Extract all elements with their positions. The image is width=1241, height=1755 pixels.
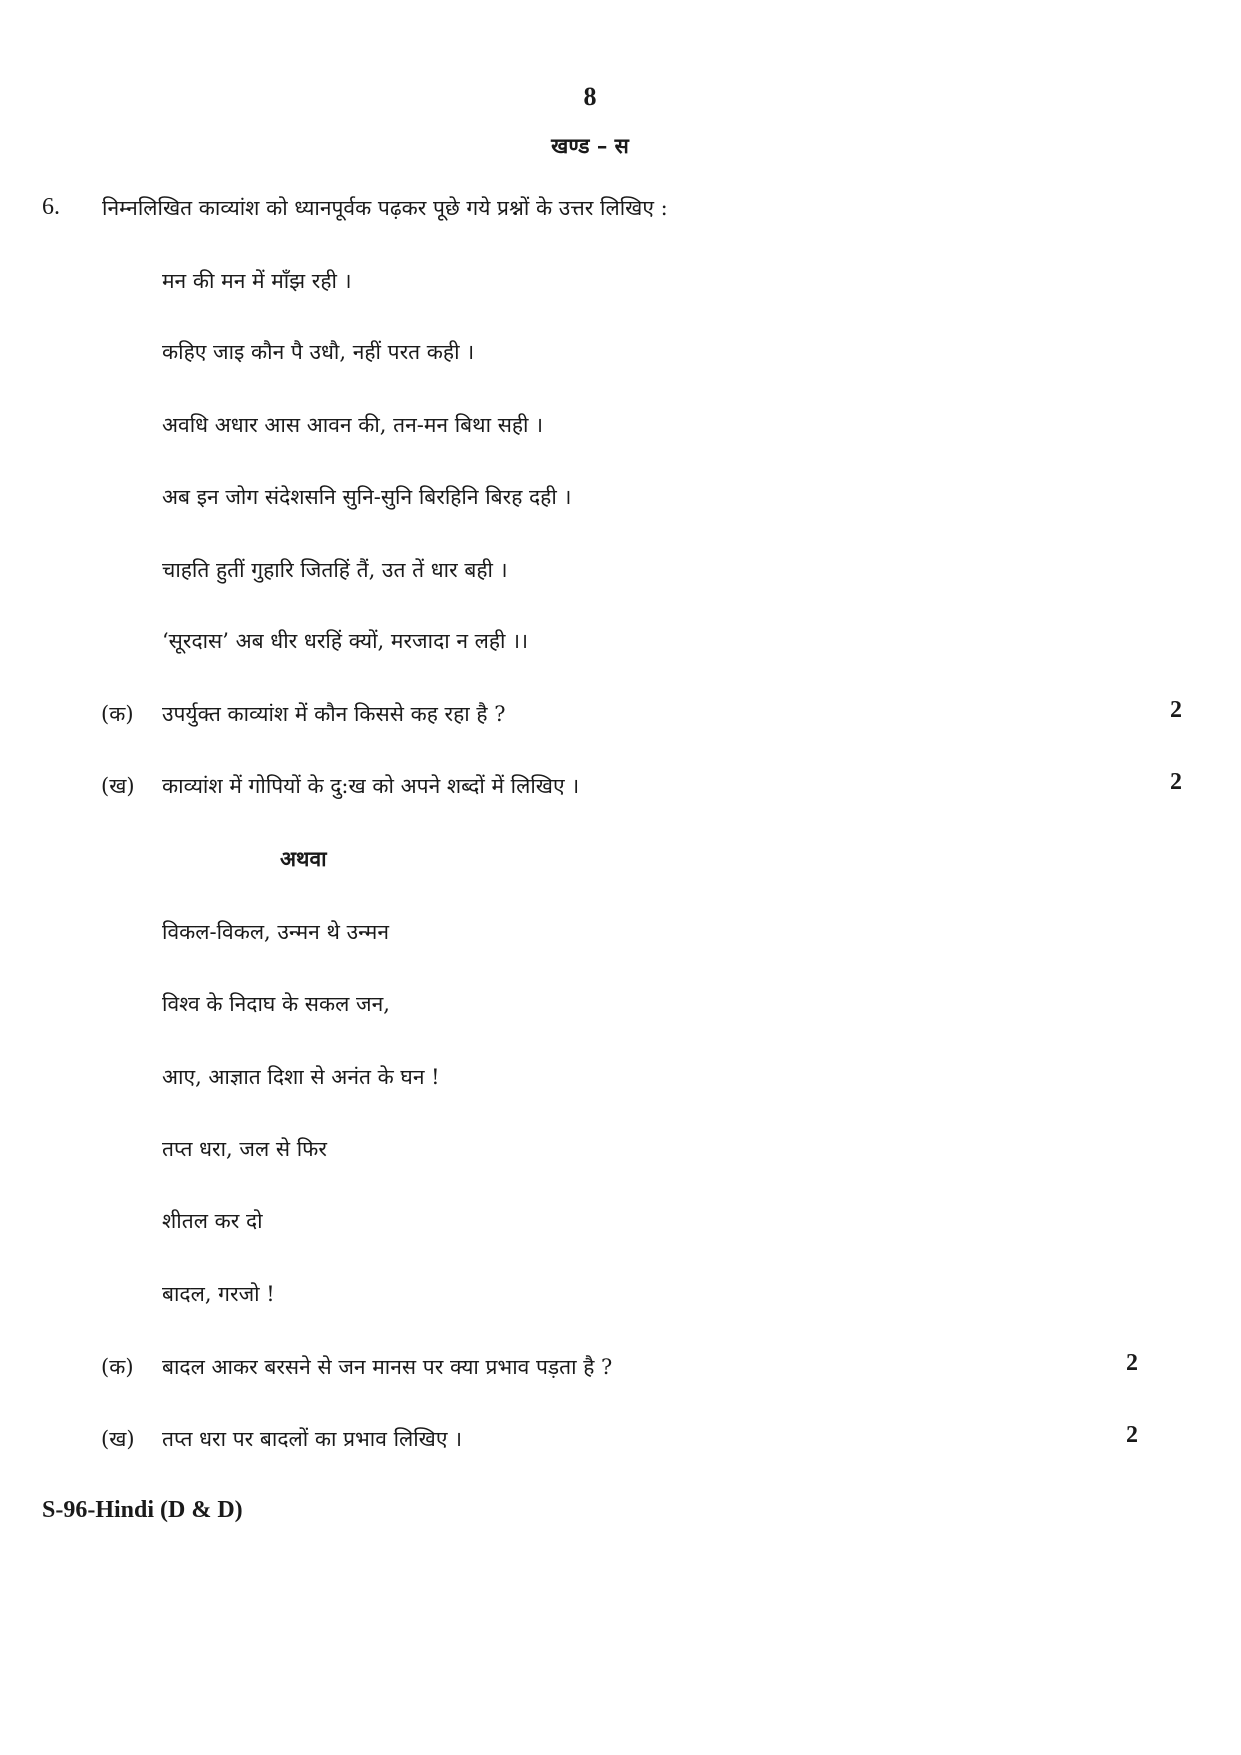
subquestion-text: बादल आकर बरसने से जन मानस पर क्या प्रभाव पड़ता है ? xyxy=(162,1355,613,1379)
subquestion-label: (ख) xyxy=(101,1427,135,1451)
marks: 2 xyxy=(1126,1422,1138,1448)
poem2-line: विश्व के निदाघ के सकल जन, xyxy=(162,992,390,1016)
or-label: अथवा xyxy=(280,846,327,871)
poem2-line: तप्त धरा, जल से फिर xyxy=(162,1137,327,1161)
poem1-line: कहिए जाइ कौन पै उधौ, नहीं परत कही । xyxy=(162,340,475,364)
subquestion-label: (क) xyxy=(101,702,134,726)
marks: 2 xyxy=(1126,1350,1138,1376)
poem2-line: बादल, गरजो ! xyxy=(162,1282,275,1306)
page-number: 8 xyxy=(583,82,597,111)
poem2-line: विकल-विकल, उन्मन थे उन्मन xyxy=(162,920,389,944)
marks: 2 xyxy=(1170,697,1182,723)
subquestion-text: काव्यांश में गोपियों के दु:ख को अपने शब्दों में लिखिए । xyxy=(162,774,580,798)
poem1-line: अवधि अधार आस आवन की, तन-मन बिथा सही । xyxy=(162,413,544,437)
question-number: 6. xyxy=(42,194,60,220)
poem1-line: चाहति हुतीं गुहारि जितहिं तैं, उत तें धार बही । xyxy=(162,558,508,582)
subquestion-text: तप्त धरा पर बादलों का प्रभाव लिखिए । xyxy=(162,1427,463,1451)
poem1-line: मन की मन में माँझ रही । xyxy=(162,269,352,293)
subquestion-label: (क) xyxy=(101,1355,134,1379)
poem2-line: आए, आज्ञात दिशा से अनंत के घन ! xyxy=(162,1065,440,1089)
poem1-line: अब इन जोग संदेशसनि सुनि-सुनि बिरहिनि बिरह दही । xyxy=(162,485,572,509)
section-title: खण्ड – स xyxy=(551,133,629,158)
marks: 2 xyxy=(1170,769,1182,795)
poem1-line: ‘सूरदास’ अब धीर धरहिं क्यों, मरजादा न लही ।। xyxy=(162,629,529,653)
poem2-line: शीतल कर दो xyxy=(162,1209,263,1233)
question-instruction: निम्नलिखित काव्यांश को ध्यानपूर्वक पढ़कर पूछे गये प्रश्नों के उत्तर लिखिए : xyxy=(102,196,668,220)
subquestion-text: उपर्युक्त काव्यांश में कौन किससे कह रहा है ? xyxy=(162,702,506,726)
footer-code: S-96-Hindi (D & D) xyxy=(42,1497,243,1523)
subquestion-label: (ख) xyxy=(101,774,135,798)
